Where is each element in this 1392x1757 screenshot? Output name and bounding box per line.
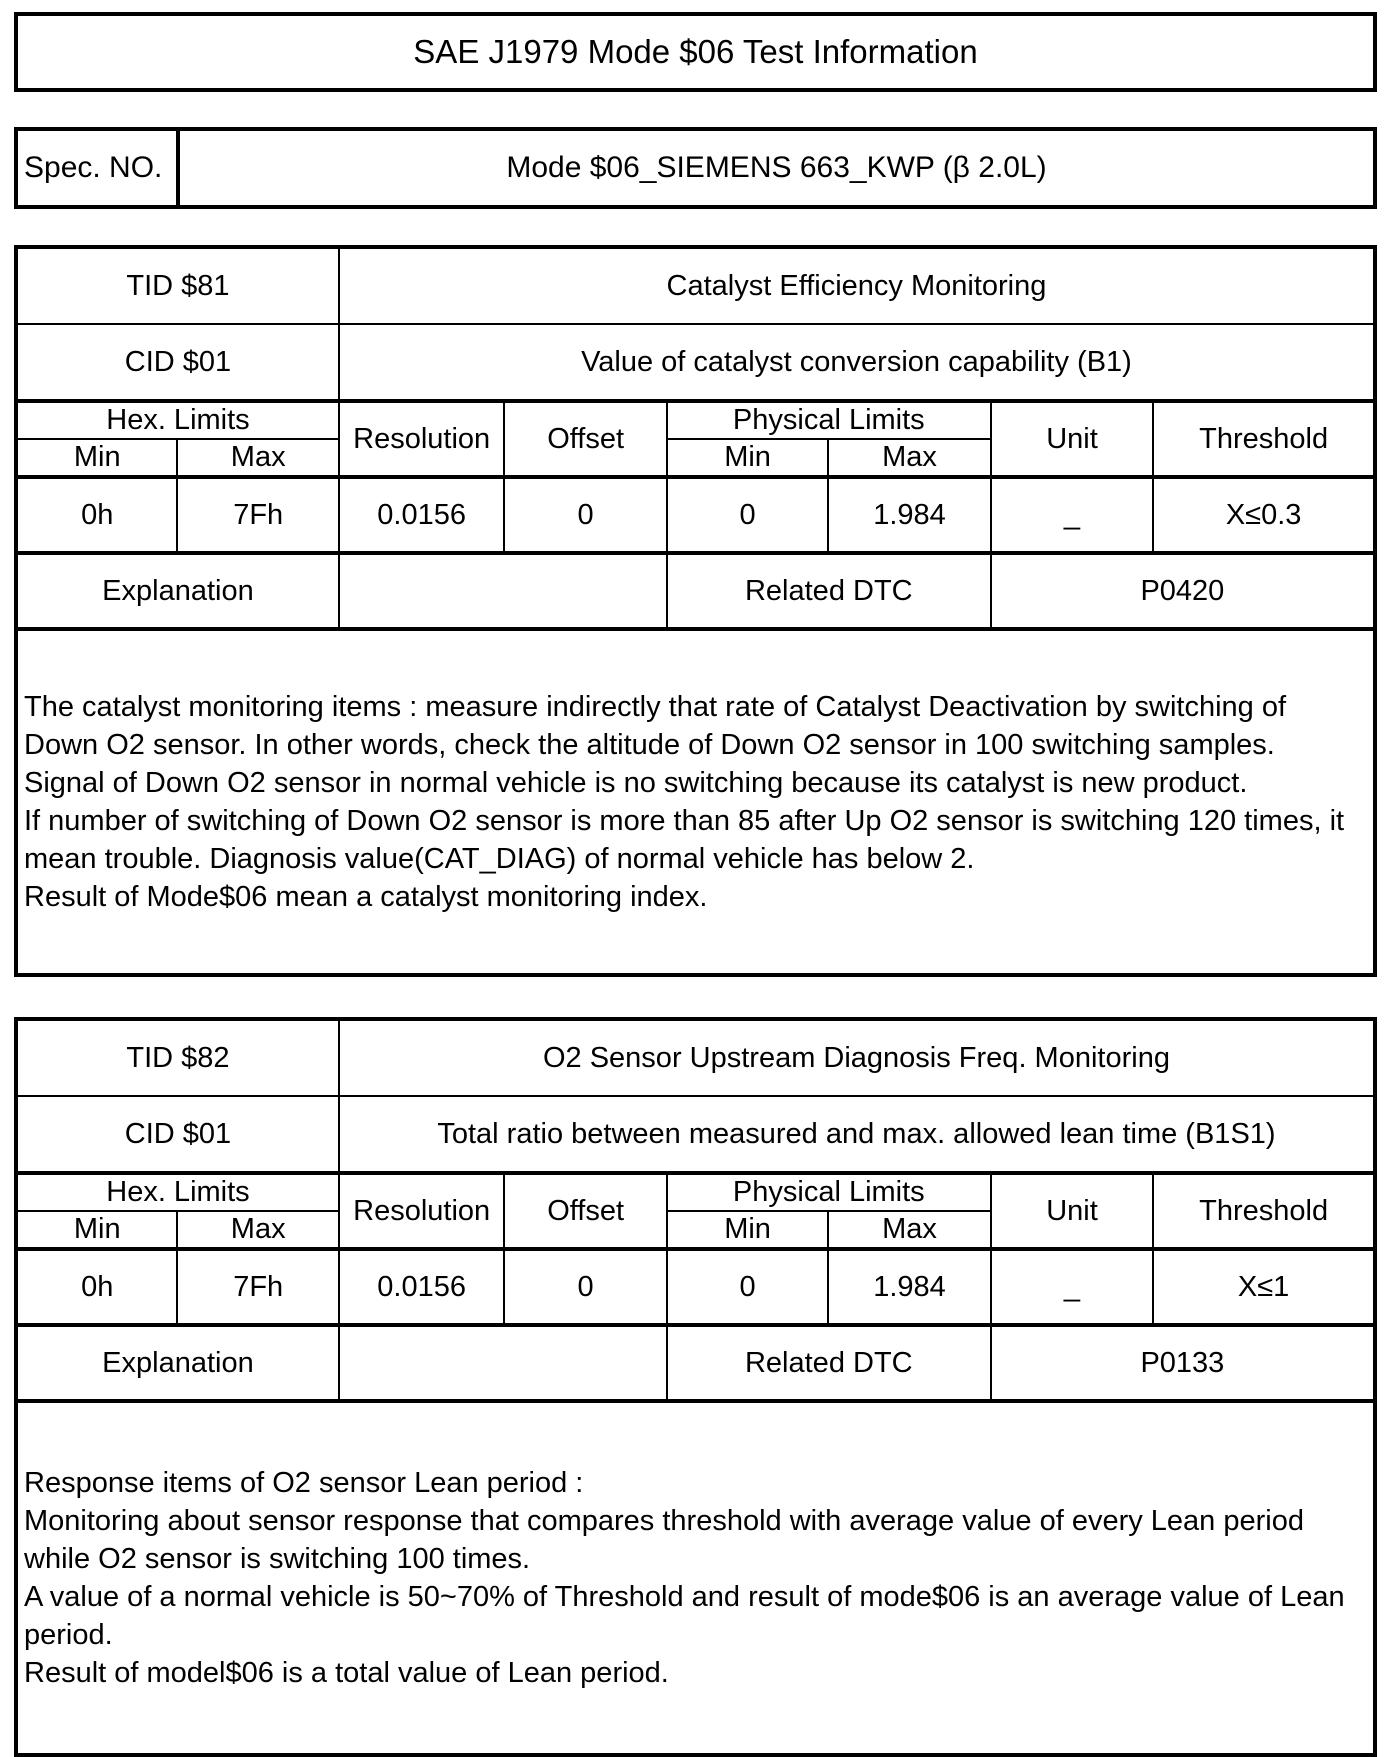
hex-limits-header: Hex. Limits — [16, 401, 339, 439]
explanation-line: A value of a normal vehicle is 50~70% of Threshold and result of mode$06 is an average value of Lean period. — [24, 1581, 1345, 1651]
test-table-tid82 — [14, 1017, 1377, 1757]
explanation-cell — [339, 1325, 667, 1401]
resolution-value: 0.0156 — [339, 477, 504, 553]
unit-header: Unit — [991, 1173, 1153, 1249]
cid-description: Total ratio between measured and max. allowed lean time (B1S1) — [339, 1096, 1375, 1173]
explanation-line: Result of model$06 is a total value of Lean period. — [24, 1657, 669, 1689]
threshold-value: X≤1 — [1153, 1249, 1375, 1325]
cid-label: CID $01 — [16, 324, 339, 401]
tid-description: O2 Sensor Upstream Diagnosis Freq. Monitoring — [339, 1019, 1375, 1096]
explanation-label: Explanation — [16, 1325, 339, 1401]
hex-limits-header: Hex. Limits — [16, 1173, 339, 1211]
offset-value: 0 — [504, 1249, 666, 1325]
explanation-label: Explanation — [16, 553, 339, 629]
offset-header: Offset — [504, 1173, 666, 1249]
explanation-line: Signal of Down O2 sensor in normal vehicle is no switching because its catalyst is new product. — [24, 767, 1248, 799]
cid-label: CID $01 — [16, 1096, 339, 1173]
spec-label: Spec. NO. — [18, 131, 180, 205]
explanation-text — [16, 629, 1375, 975]
phys-min-header: Min — [667, 439, 828, 477]
test-table-tid81 — [14, 245, 1377, 977]
physical-limits-header: Physical Limits — [667, 1173, 991, 1211]
hex-min-header: Min — [16, 439, 177, 477]
tid-label: TID $81 — [16, 247, 339, 324]
spec-row — [14, 127, 1377, 209]
hex-min-value: 0h — [16, 1249, 177, 1325]
explanation-line: Response items of O2 sensor Lean period : — [24, 1467, 584, 1499]
resolution-header: Resolution — [339, 401, 504, 477]
threshold-value: X≤0.3 — [1153, 477, 1375, 553]
related-dtc-label: Related DTC — [667, 553, 991, 629]
explanation-text — [16, 1401, 1375, 1755]
hex-max-header: Max — [177, 439, 338, 477]
document-title — [14, 12, 1377, 92]
resolution-header: Resolution — [339, 1173, 504, 1249]
unit-header: Unit — [991, 401, 1153, 477]
offset-header: Offset — [504, 401, 666, 477]
phys-max-header: Max — [828, 439, 990, 477]
explanation-line: The catalyst monitoring items : measure indirectly that rate of Catalyst Deactivation by switching of Down O2 sensor. In other words, check the altitude of Down O2 sensor in 100 switching samples. — [24, 691, 1287, 761]
spec-value: Mode $06_SIEMENS 663_KWP (β 2.0L) — [506, 151, 1047, 184]
phys-max-value: 1.984 — [828, 1249, 990, 1325]
resolution-value: 0.0156 — [339, 1249, 504, 1325]
hex-max-value: 7Fh — [177, 477, 338, 553]
phys-min-value: 0 — [667, 477, 828, 553]
unit-value: _ — [991, 1249, 1153, 1325]
cid-description: Value of catalyst conversion capability (B1) — [339, 324, 1375, 401]
related-dtc-label: Related DTC — [667, 1325, 991, 1401]
explanation-cell — [339, 553, 667, 629]
phys-min-value: 0 — [667, 1249, 828, 1325]
physical-limits-header: Physical Limits — [667, 401, 991, 439]
hex-min-header: Min — [16, 1211, 177, 1249]
threshold-header: Threshold — [1153, 1173, 1375, 1249]
tid-description: Catalyst Efficiency Monitoring — [339, 247, 1375, 324]
hex-max-value: 7Fh — [177, 1249, 338, 1325]
tid-label: TID $82 — [16, 1019, 339, 1096]
explanation-line: Result of Mode$06 mean a catalyst monitoring index. — [24, 881, 708, 913]
phys-min-header: Min — [667, 1211, 828, 1249]
explanation-line: Monitoring about sensor response that compares threshold with average value of every Lean period while O2 sensor is switching 100 times. — [24, 1505, 1304, 1575]
hex-max-header: Max — [177, 1211, 338, 1249]
phys-max-header: Max — [828, 1211, 990, 1249]
related-dtc-value: P0420 — [991, 553, 1375, 629]
unit-value: _ — [991, 477, 1153, 553]
threshold-header: Threshold — [1153, 401, 1375, 477]
hex-min-value: 0h — [16, 477, 177, 553]
offset-value: 0 — [504, 477, 666, 553]
related-dtc-value: P0133 — [991, 1325, 1375, 1401]
document-title-text: SAE J1979 Mode $06 Test Information — [413, 33, 978, 70]
explanation-line: If number of switching of Down O2 sensor is more than 85 after Up O2 sensor is switching 120 times, it mean trouble. Diagnosis value(CAT_DIAG) of normal vehicle has below 2. — [24, 805, 1345, 875]
phys-max-value: 1.984 — [828, 477, 990, 553]
